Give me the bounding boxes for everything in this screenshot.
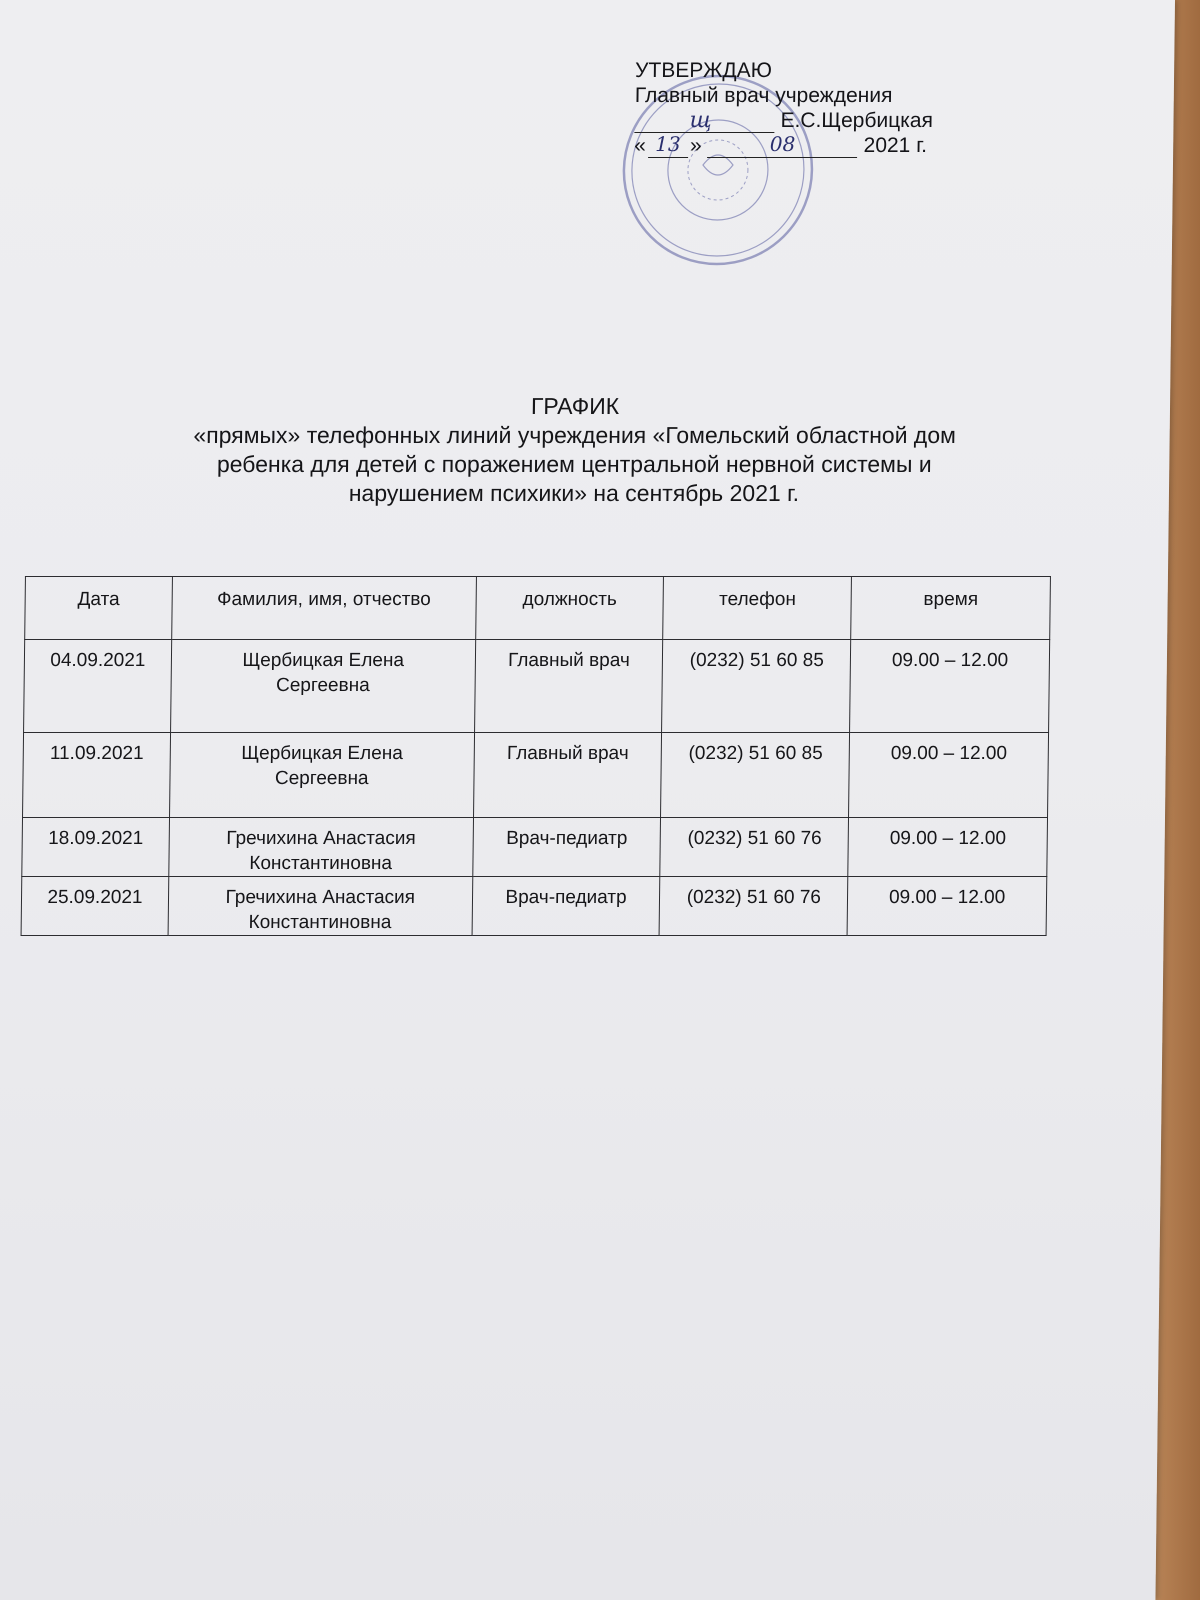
title-line-3: нарушением психики» на сентябрь 2021 г. [348,480,800,506]
cell-name [168,877,472,936]
cell-phone: (0232) 51 60 76 [660,818,849,877]
cell-position: Главный врач [473,733,662,818]
date-day-field [648,132,688,158]
cell-name [170,640,475,733]
schedule-table [21,576,1051,936]
approval-block [634,58,995,158]
name-line-1: Щербицкая Елена [242,650,405,671]
cell-phone: (0232) 51 60 85 [661,733,850,818]
table-row [22,818,1048,877]
cell-name [169,818,473,877]
title-line-1: «прямых» телефонных линий учреждения «Гомельский областной дом [193,422,957,448]
cell-date: 11.09.2021 [23,733,171,818]
date-month-handwritten: 08 [769,132,796,156]
name-line-1: Щербицкая Елена [241,743,403,764]
cell-date: 04.09.2021 [24,640,172,733]
column-header-date: Дата [25,577,173,640]
name-line-2: Сергеевна [275,675,370,696]
cell-name [169,733,474,818]
column-header-time: время [851,577,1051,640]
table-header-row [25,577,1051,640]
table-row [21,877,1047,936]
cell-time: 09.00 – 12.00 [849,733,1049,818]
column-header-name: Фамилия, имя, отчество [172,577,476,640]
table-row [24,640,1050,733]
date-day-handwritten: 13 [655,132,681,156]
cell-time: 09.00 – 12.00 [850,640,1050,733]
column-header-phone: телефон [663,577,852,640]
column-header-position: должность [475,577,664,640]
title-line-2: ребенка для детей с поражением центральной нервной системы и [216,451,932,477]
date-year: 2021 г. [863,134,928,157]
document-title [124,392,1025,508]
cell-date: 18.09.2021 [22,818,170,877]
approval-position: Главный врач учреждения [634,84,893,107]
cell-position: Главный врач [474,640,663,733]
handwritten-signature: щ [689,108,712,133]
cell-time: 09.00 – 12.00 [848,818,1047,877]
title-heading: ГРАФИК [530,393,620,419]
approval-date [634,133,994,158]
cell-date: 25.09.2021 [21,877,169,936]
name-line-2: Константиновна [248,912,392,933]
table-row [23,733,1049,818]
approval-heading: УТВЕРЖДАЮ [634,59,773,82]
signature-field [634,108,774,133]
name-line-1: Гречихина Анастасия [226,828,416,849]
date-close-quote: » [689,134,702,157]
cell-phone: (0232) 51 60 85 [662,640,851,733]
cell-time: 09.00 – 12.00 [847,877,1046,936]
signatory-name: Е.С.Щербицкая [780,109,934,132]
cell-position: Врач-педиатр [472,818,661,877]
name-line-2: Константиновна [249,853,393,874]
date-open-quote: « [634,134,647,157]
date-month-field [707,132,857,158]
name-line-1: Гречихина Анастасия [225,887,416,908]
approval-signature-line [634,108,994,133]
cell-phone: (0232) 51 60 76 [660,877,849,936]
name-line-2: Сергеевна [274,768,369,789]
cell-position: Врач-педиатр [472,877,661,936]
